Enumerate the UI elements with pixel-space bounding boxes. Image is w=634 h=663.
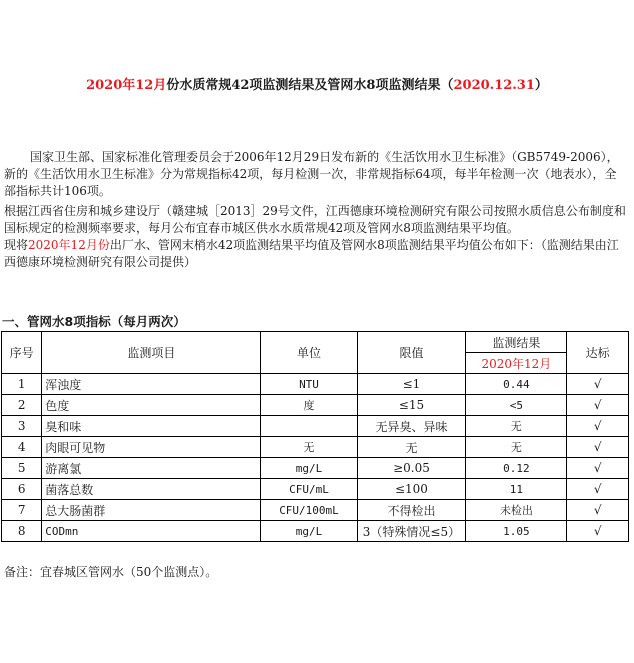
title-main: 份水质常规42项监测结果及管网水8项监测结果（ [166,78,454,93]
cell-no: 7 [2,500,42,521]
cell-unit [261,416,357,437]
cell-limit: 3（特殊情况≤5） [357,521,466,542]
header-item: 监测项目 [42,332,261,374]
intro-paragraph-2: 根据江西省住房和城乡建设厅（赣建城［2013］29号文件，江西德康环境检测研究有限公司按照水质信息公布制度和国标规定的检测频率要求，每月公布宜春市城区供水水质常规42项及管网水8项监测结果平均值。 [4,204,626,235]
cell-no: 4 [2,437,42,458]
cell-no: 3 [2,416,42,437]
cell-ok: √ [567,395,629,416]
cell-ok: √ [567,500,629,521]
intro-paragraph-1: 国家卫生部、国家标准化管理委员会于2006年12月29日发布新的《生活饮用水卫生标准》（GB5749-2006），新的《生活饮用水卫生标准》分为常规指标42项，每月检测一次，非常规指标64项，每半年检测一次（地表水），全部指标共计106项。 [4,150,619,198]
cell-limit: 无 [357,437,466,458]
cell-result: 0.12 [466,458,567,479]
title-close: ） [534,78,548,93]
cell-unit: mg/L [261,458,357,479]
cell-item: CODmn [42,521,261,542]
header-result: 监测结果 [466,332,567,353]
cell-limit: 无异臭、异味 [357,416,466,437]
cell-limit: ≤15 [357,395,466,416]
cell-limit: ≥0.05 [357,458,466,479]
table-row [2,416,629,437]
title-month: 2020年12月 [86,78,167,93]
cell-ok: √ [567,458,629,479]
table-row [2,395,629,416]
cell-result: 未检出 [466,500,567,521]
header-no: 序号 [2,332,42,374]
header-ok: 达标 [567,332,629,374]
cell-item: 游离氯 [42,458,261,479]
header-limit: 限值 [357,332,466,374]
cell-result: 1.05 [466,521,567,542]
cell-ok: √ [567,437,629,458]
cell-unit: mg/L [261,521,357,542]
intro-paragraph-3 [4,237,628,271]
table-row [2,437,629,458]
cell-limit: ≤100 [357,479,466,500]
cell-unit: 度 [261,395,357,416]
table-row [2,458,629,479]
cell-result: <5 [466,395,567,416]
cell-unit: CFU/100mL [261,500,357,521]
cell-no: 8 [2,521,42,542]
results-table [1,331,629,542]
cell-result: 无 [466,437,567,458]
cell-no: 2 [2,395,42,416]
cell-item: 总大肠菌群 [42,500,261,521]
intro-p3-month: 2020年12月份 [28,238,110,252]
table-row [2,374,629,395]
cell-result: 11 [466,479,567,500]
header-result-month: 2020年12月 [466,353,567,374]
intro-p3-lead: 现将 [4,238,29,252]
cell-item: 臭和味 [42,416,261,437]
cell-unit: 无 [261,437,357,458]
cell-no: 1 [2,374,42,395]
document-title [0,74,634,93]
cell-ok: √ [567,479,629,500]
title-date: 2020.12.31 [453,78,535,93]
cell-unit: NTU [261,374,357,395]
table-header-row [2,332,629,353]
cell-ok: √ [567,374,629,395]
table-row [2,500,629,521]
cell-result: 0.44 [466,374,567,395]
cell-limit: ≤1 [357,374,466,395]
cell-item: 浑浊度 [42,374,261,395]
cell-limit: 不得检出 [357,500,466,521]
footnote: 备注：宜春城区管网水（50个监测点）。 [4,565,218,579]
cell-ok: √ [567,416,629,437]
table-row [2,479,629,500]
cell-result: 无 [466,416,567,437]
cell-item: 菌落总数 [42,479,261,500]
cell-unit: CFU/mL [261,479,357,500]
cell-no: 5 [2,458,42,479]
cell-ok: √ [567,521,629,542]
cell-item: 肉眼可见物 [42,437,261,458]
table-row [2,521,629,542]
cell-item: 色度 [42,395,261,416]
cell-no: 6 [2,479,42,500]
intro-p3-rest: 出厂水、管网末梢水42项监测结果平均值及管网水8项监测结果平均值公布如下：（监测结果由江西德康环境检测研究有限公司提供） [4,238,619,269]
section-title: 一、管网水8项指标（每月两次） [2,314,186,329]
header-unit: 单位 [261,332,357,374]
